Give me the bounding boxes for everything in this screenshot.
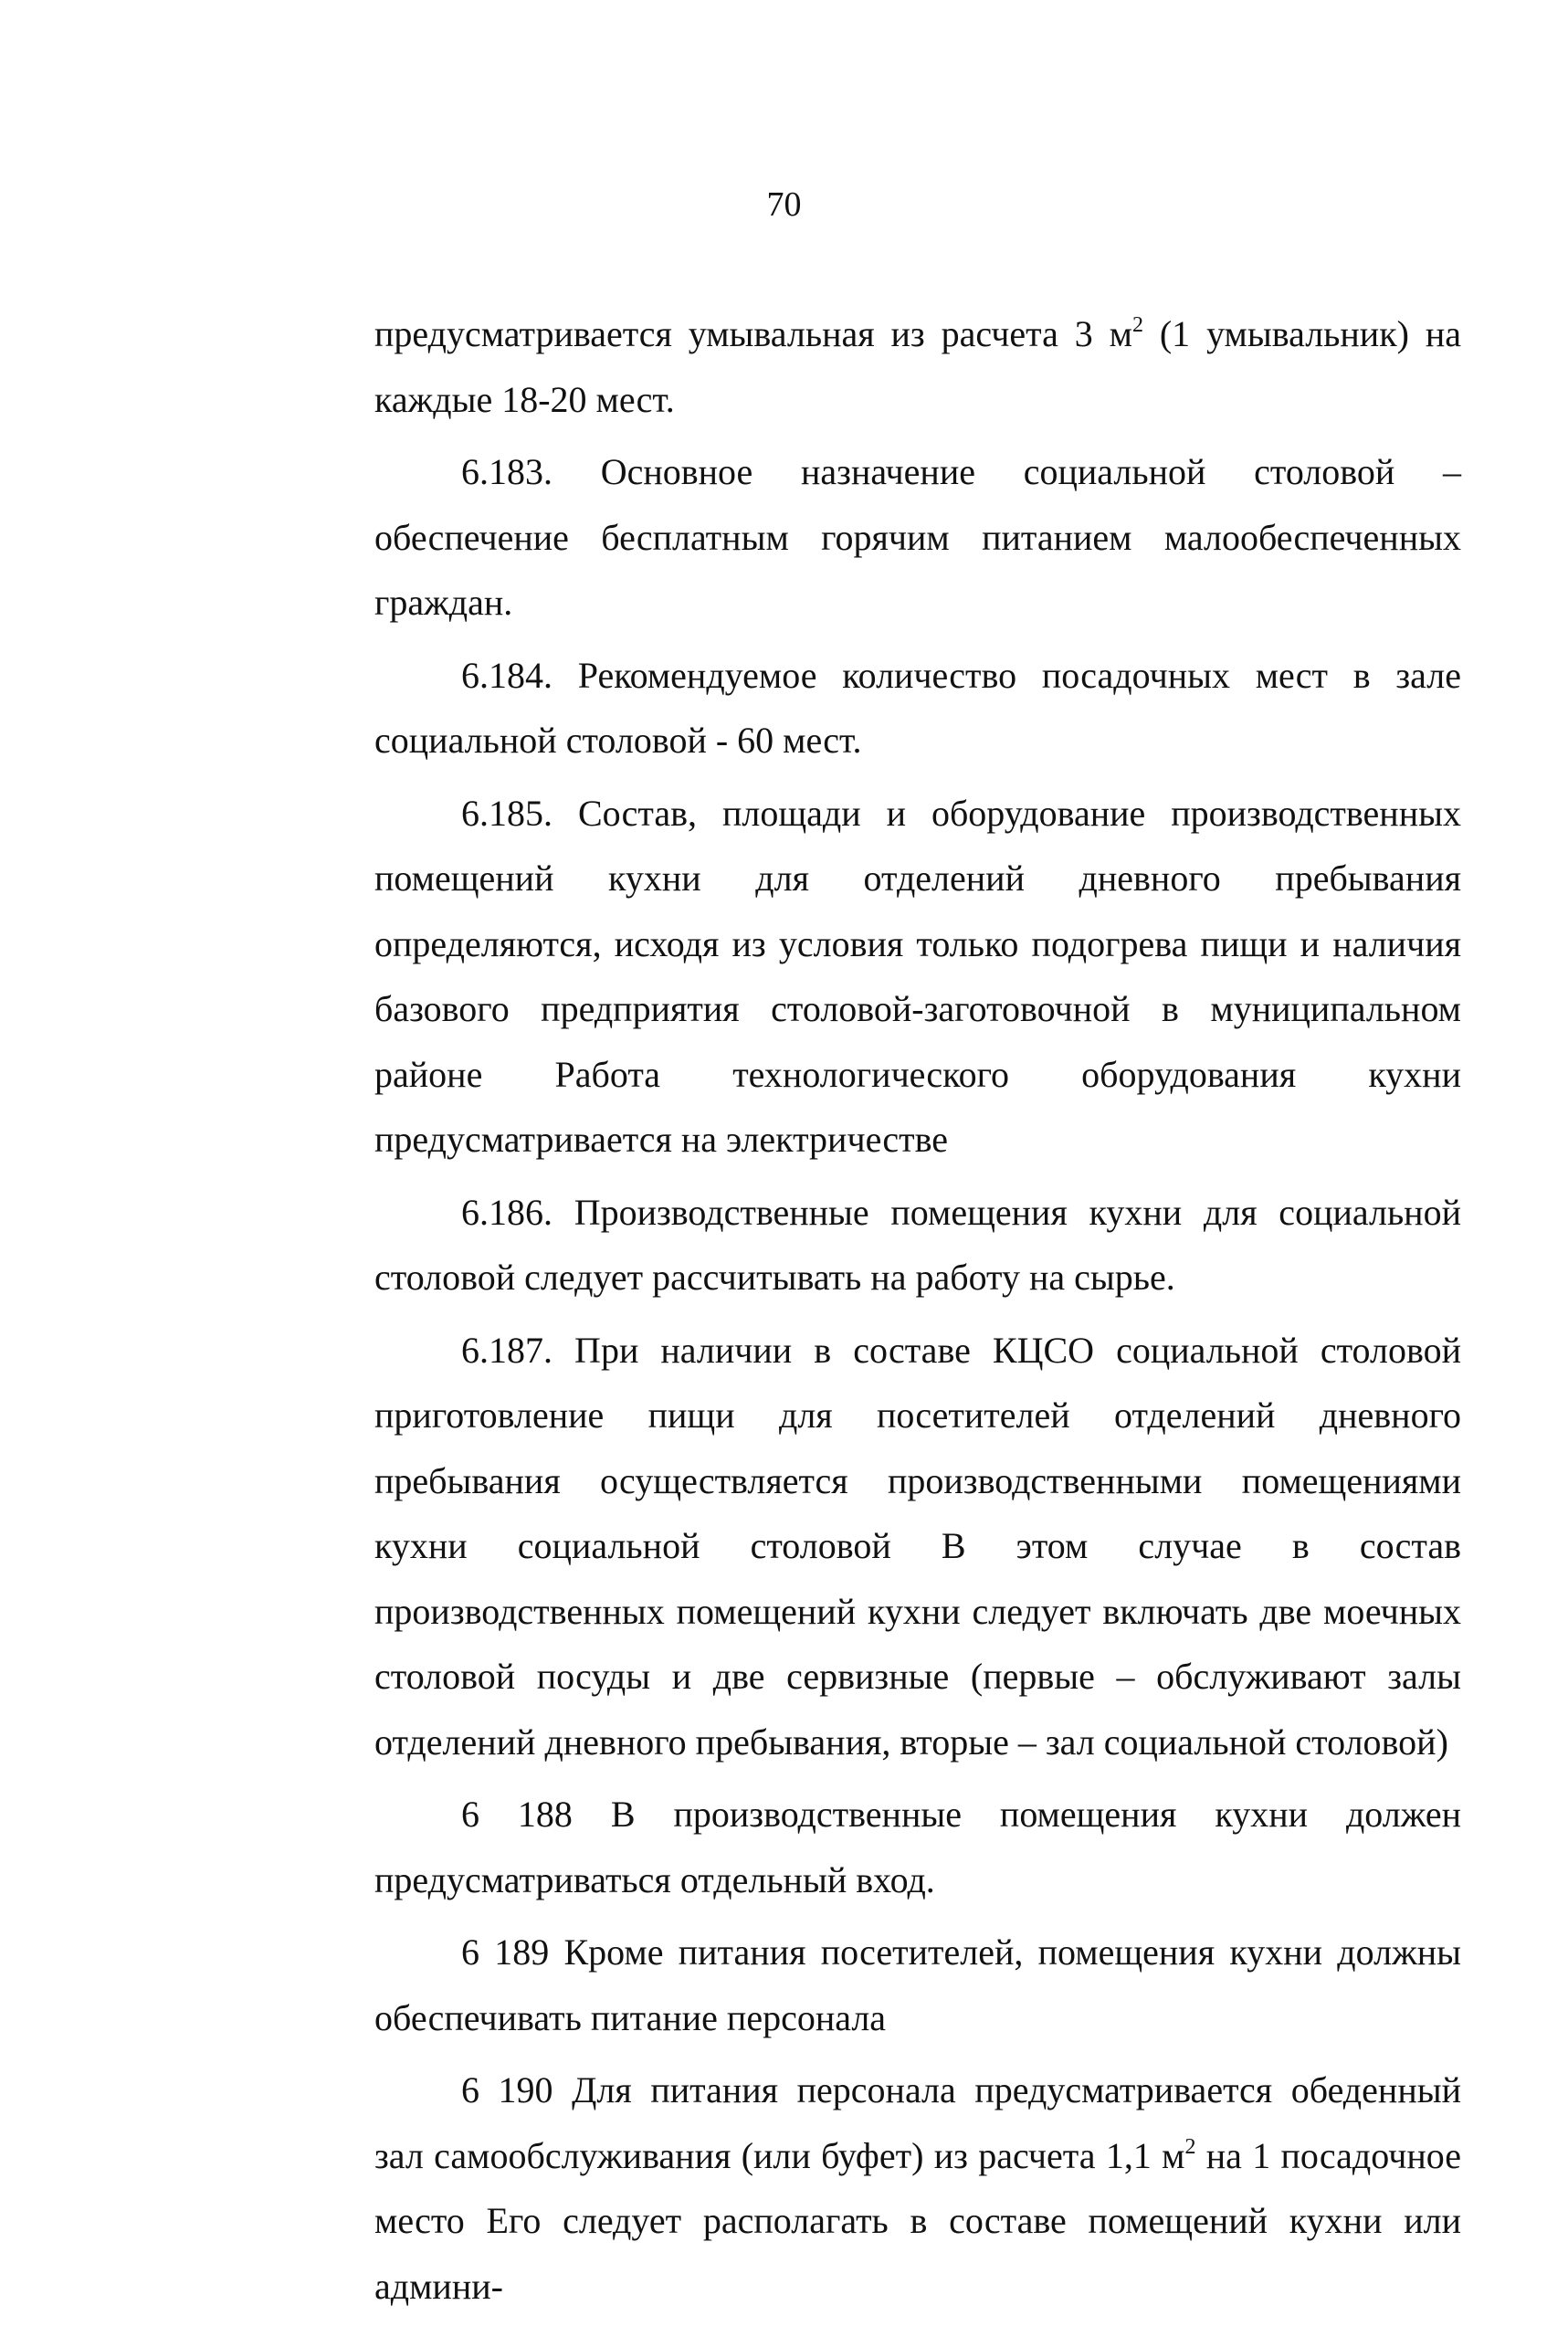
paragraph-6-186: 6.186. Производственные помещения кухни для социальной столовой следует рассчитывать на работу на сырье.: [374, 1191, 1461, 1298]
paragraph-6-183: 6.183. Основное назначение социальной столовой – обеспечение бесплатным горячим питанием малообеспеченных граждан.: [374, 451, 1461, 623]
body-text: [374, 301, 1461, 2326]
paragraph-text: 6 190 Для питания персонала предусматривается обеденный зал самообслуживания (или буфет) из расчета 1,1 м: [374, 2069, 1461, 2176]
paragraph-text: (1 умывальник) на каждые 18-20 мест.: [374, 313, 1462, 420]
paragraph-6-189: 6 189 Кроме питания посетителей, помещения кухни должны обеспечивать питание персонала: [374, 1931, 1461, 2038]
paragraph-text: предусматривается умывальная из расчета 3 м: [374, 313, 1132, 354]
superscript-2: 2: [1131, 313, 1143, 337]
superscript-2: 2: [1184, 2134, 1196, 2159]
page-number: 70: [766, 185, 802, 224]
paragraph-6-187: 6.187. При наличии в составе КЦСО социальной столовой приготовление пищи для посетителей отделений дневного пребывания осуществляется производственными помещениями кухни социальной столовой В этом случае в состав производственных помещений кухни следует включать две моечных столовой посуды и две сервизные (первые – обслуживают залы отделений дневного пребывания, вторые – зал социальной столовой): [374, 1329, 1461, 1763]
paragraph-continuation: [374, 301, 1461, 432]
paragraph-6-190: [374, 2058, 1461, 2319]
paragraph-6-184: 6.184. Рекомендуемое количество посадочных мест в зале социальной столовой - 60 мест.: [374, 654, 1461, 761]
paragraph-text: на 1 посадочное место Его следует располагать в составе помещений кухни или админи-: [374, 2134, 1461, 2307]
paragraph-6-188: 6 188 В производственные помещения кухни должен предусматриваться отдельный вход.: [374, 1794, 1461, 1900]
paragraph-6-185: 6.185. Состав, площади и оборудование производственных помещений кухни для отделений дневного пребывания определяются, исходя из условия только подогрева пищи и наличия базового предприятия столовой-заготовочной в муниципальном районе Работа технологического оборудования кухни предусматривается на электричестве: [374, 792, 1461, 1160]
